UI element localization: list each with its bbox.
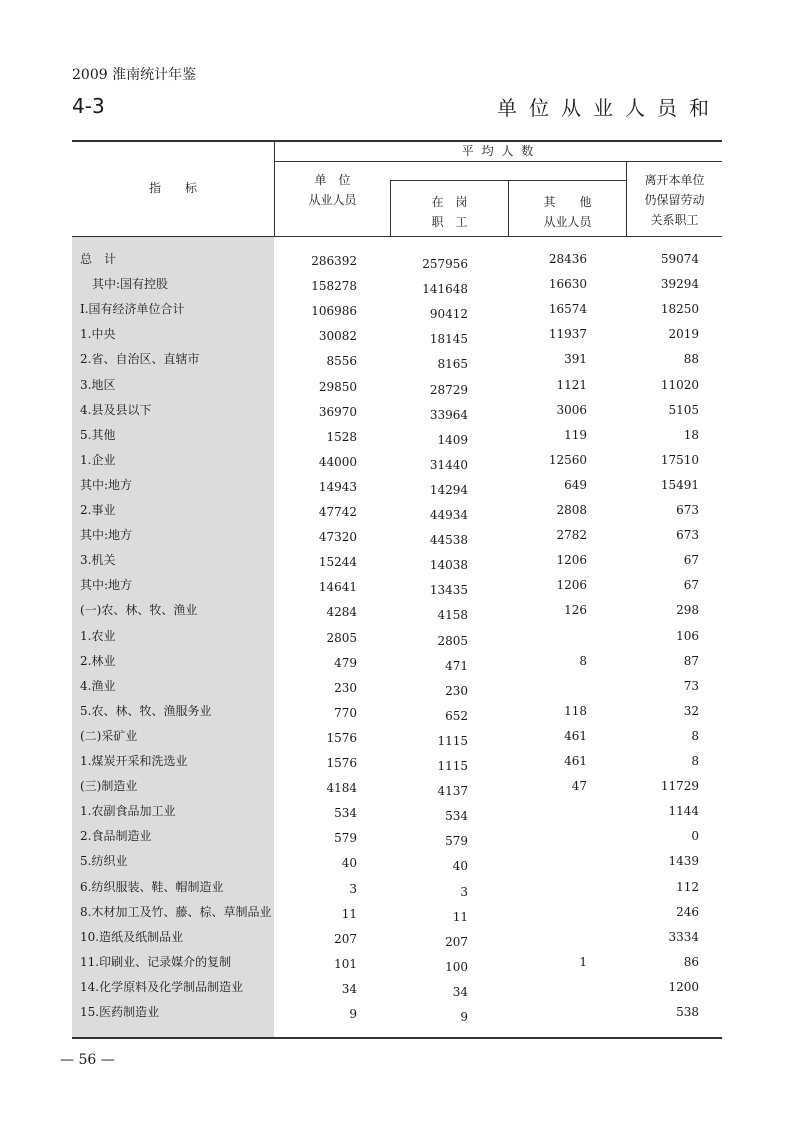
cell-retained-relation-staff: 1439 [668,854,699,869]
row-label: (三)制造业 [80,779,138,794]
cell-retained-relation-staff: 246 [676,904,699,919]
table-row [72,702,722,727]
row-label: 1.农业 [80,628,116,643]
cell-retained-relation-staff: 2019 [668,327,699,342]
cell-unit-employees: 29850 [318,379,357,394]
table-row [72,401,722,426]
row-label: (一)农、林、牧、渔业 [80,603,198,618]
table-row [72,476,722,501]
cell-unit-employees: 11 [341,906,357,921]
table-row [72,752,722,777]
row-label: 1.中央 [80,327,116,342]
cell-unit-employees: 4184 [326,781,357,796]
cell-unit-employees: 3 [349,881,357,896]
cell-retained-relation-staff: 59074 [660,252,699,266]
row-label: 2.事业 [80,503,116,517]
cell-retained-relation-staff: 673 [676,528,699,543]
row-label: 其中:地方 [80,528,133,543]
cell-retained-relation-staff: 39294 [660,277,699,292]
row-label: 其中:地方 [80,477,133,492]
cell-retained-relation-staff: 32 [683,703,699,718]
cell-on-post-staff: 230 [445,683,468,698]
cell-on-post-staff: 534 [445,809,468,824]
row-label: 14.化学原料及化学制品制造业 [80,979,244,994]
header-col2-line2: 职 工 [431,215,468,229]
cell-on-post-staff: 11 [452,909,468,924]
table-row [72,551,722,576]
yearbook-label: 2009 淮南统计年鉴 [72,67,197,83]
cell-unit-employees: 15244 [318,555,357,570]
table-row [72,526,722,551]
cell-on-post-staff: 257956 [422,257,468,271]
header-bottom-rule [72,236,722,237]
cell-retained-relation-staff: 11729 [660,779,699,794]
cell-other-employees: 8 [579,653,587,668]
statistics-table [72,140,722,1038]
cell-other-employees: 119 [564,427,587,442]
row-label: 11.印刷业、记录媒介的复制 [80,954,232,969]
cell-other-employees: 461 [564,754,587,768]
cell-unit-employees: 34 [341,981,357,996]
cell-unit-employees: 106986 [311,304,357,319]
cell-on-post-staff: 3 [460,884,468,899]
table-row [72,576,722,601]
cell-retained-relation-staff: 5105 [668,402,699,417]
avg-group-rule [275,161,722,162]
row-label: 2.省、自治区、直辖市 [80,352,200,367]
table-row [72,677,722,702]
cell-other-employees: 1206 [556,553,587,568]
cell-on-post-staff: 34 [452,984,468,999]
table-row [72,325,722,350]
cell-retained-relation-staff: 112 [676,879,699,894]
cell-on-post-staff: 90412 [429,307,468,322]
row-label: 15.医药制造业 [80,1005,160,1019]
cell-unit-employees: 8556 [326,354,357,369]
cell-retained-relation-staff: 1200 [668,979,699,994]
cell-retained-relation-staff: 11020 [660,377,699,392]
cell-unit-employees: 44000 [318,454,357,469]
row-label: 3.机关 [80,553,116,568]
header-col2 [391,192,508,232]
table-row [72,451,722,476]
table-row [72,376,722,401]
cell-retained-relation-staff: 8 [691,754,699,768]
table-row [72,300,722,325]
header-col1 [275,170,390,210]
cell-other-employees: 1206 [556,578,587,593]
cell-on-post-staff: 1115 [437,733,468,748]
cell-other-employees: 16630 [548,277,587,292]
table-row [72,878,722,903]
row-label: 5.农、林、牧、渔服务业 [80,703,212,718]
cell-unit-employees: 207 [334,931,357,946]
header-col3-line2: 从业人员 [543,215,592,229]
cell-retained-relation-staff: 106 [676,628,699,643]
cell-on-post-staff: 28729 [429,382,468,397]
cell-unit-employees: 36970 [318,404,357,419]
cell-retained-relation-staff: 86 [683,954,699,969]
cell-on-post-staff: 141648 [422,282,468,297]
cell-unit-employees: 14641 [318,580,357,595]
table-row [72,627,722,652]
cell-on-post-staff: 207 [445,934,468,949]
cell-other-employees: 2808 [556,503,587,517]
row-label: 总 计 [80,252,117,266]
cell-on-post-staff: 1115 [437,759,468,773]
cell-on-post-staff: 44538 [429,533,468,548]
cell-unit-employees: 1576 [326,730,357,745]
table-row [72,727,722,752]
cell-on-post-staff: 33964 [429,407,468,422]
cell-other-employees: 3006 [556,402,587,417]
row-label: 1.煤炭开采和洗选业 [80,754,188,768]
table-row [72,652,722,677]
cell-retained-relation-staff: 673 [676,503,699,517]
header-col1-line2: 从业人员 [308,193,357,207]
row-label: 1.企业 [80,452,116,467]
cell-other-employees: 391 [564,352,587,367]
cell-unit-employees: 4284 [326,605,357,620]
cell-retained-relation-staff: 1144 [668,804,699,819]
row-label: 4.渔业 [80,678,116,693]
row-label: 其中:国有控股 [80,277,169,292]
cell-on-post-staff: 13435 [429,583,468,598]
cell-unit-employees: 479 [334,655,357,670]
cell-unit-employees: 770 [334,705,357,720]
row-label: 5.纺织业 [80,854,128,869]
header-col3 [509,192,626,232]
cell-unit-employees: 40 [341,856,357,871]
cell-retained-relation-staff: 87 [683,653,699,668]
table-row [72,1003,722,1028]
cell-on-post-staff: 2805 [437,633,468,648]
table-row [72,802,722,827]
table-row [72,275,722,300]
cell-retained-relation-staff: 15491 [660,477,699,492]
cell-other-employees: 28436 [548,252,587,266]
cell-other-employees: 649 [564,477,587,492]
cell-other-employees: 47 [571,779,587,794]
cell-unit-employees: 47742 [318,505,357,519]
cell-retained-relation-staff: 8 [691,728,699,743]
cell-other-employees: 126 [564,603,587,618]
row-label: 10.造纸及纸制品业 [80,929,184,944]
cell-unit-employees: 9 [349,1007,357,1021]
cell-unit-employees: 2805 [326,630,357,645]
cell-other-employees: 12560 [548,452,587,467]
cell-on-post-staff: 40 [452,859,468,874]
table-row [72,501,722,526]
cell-retained-relation-staff: 88 [683,352,699,367]
cell-other-employees: 2782 [556,528,587,543]
cell-other-employees: 16574 [548,302,587,317]
table-row [72,953,722,978]
row-label: 5.其他 [80,427,116,442]
table-row [72,903,722,928]
cell-other-employees: 1121 [556,377,587,392]
cell-on-post-staff: 44934 [429,508,468,522]
row-label: 4.县及县以下 [80,402,152,417]
cell-unit-employees: 30082 [318,329,357,344]
cell-on-post-staff: 14038 [429,558,468,573]
table-row [72,350,722,375]
cell-on-post-staff: 31440 [429,457,468,472]
table-row [72,852,722,877]
header-col3-line1: 其 他 [543,195,592,209]
table-bottom-rule [72,1037,722,1039]
cell-on-post-staff: 4137 [437,784,468,799]
cell-unit-employees: 1528 [326,429,357,444]
cell-retained-relation-staff: 3334 [668,929,699,944]
cell-retained-relation-staff: 73 [683,678,699,693]
table-number: 4-3 [72,94,105,118]
row-label: 2.食品制造业 [80,829,152,844]
cell-retained-relation-staff: 0 [691,829,699,844]
page-number: — 56 — [60,1052,115,1068]
table-row [72,250,722,275]
cell-on-post-staff: 4158 [437,608,468,623]
cell-retained-relation-staff: 67 [683,553,699,568]
cell-on-post-staff: 652 [445,708,468,723]
header-col4-line3: 关系职工 [650,213,699,227]
cell-on-post-staff: 9 [460,1010,468,1024]
page-title: 单位从业人员和 [497,96,721,120]
row-label: 8.木材加工及竹、藤、棕、草制品业 [80,904,272,919]
cell-on-post-staff: 471 [445,658,468,673]
table-row [72,601,722,626]
cell-retained-relation-staff: 18 [683,427,699,442]
cell-unit-employees: 230 [334,680,357,695]
cell-retained-relation-staff: 538 [676,1005,699,1019]
row-label: 2.林业 [80,653,116,668]
table-row [72,928,722,953]
cell-on-post-staff: 100 [445,959,468,974]
row-label: (二)采矿业 [80,728,138,743]
row-label: 6.纺织服装、鞋、帽制造业 [80,879,224,894]
cell-retained-relation-staff: 18250 [660,302,699,317]
cell-other-employees: 1 [579,954,587,969]
cell-unit-employees: 14943 [318,479,357,494]
cell-unit-employees: 534 [334,806,357,821]
row-label: I.国有经济单位合计 [80,302,185,317]
cell-other-employees: 118 [564,703,587,718]
header-indicator: 指 标 [148,181,197,195]
cell-other-employees: 461 [564,728,587,743]
row-label: 1.农副食品加工业 [80,804,176,819]
table-row [72,827,722,852]
cell-unit-employees: 1576 [326,756,357,770]
cell-other-employees: 11937 [548,327,587,342]
row-label: 其中:地方 [80,578,133,593]
header-col2-line1: 在 岗 [431,195,468,209]
cell-on-post-staff: 18145 [429,332,468,347]
cell-unit-employees: 579 [334,831,357,846]
table-row [72,978,722,1003]
cell-on-post-staff: 14294 [429,482,468,497]
cell-retained-relation-staff: 298 [676,603,699,618]
header-col4-line2: 仍保留劳动 [644,193,705,207]
cell-retained-relation-staff: 67 [683,578,699,593]
cell-unit-employees: 158278 [311,279,357,294]
cell-on-post-staff: 8165 [437,357,468,372]
row-label: 3.地区 [80,377,116,392]
cell-unit-employees: 286392 [311,254,357,268]
cell-unit-employees: 47320 [318,530,357,545]
cell-unit-employees: 101 [334,956,357,971]
header-col4-line1: 离开本单位 [644,173,705,187]
cell-on-post-staff: 579 [445,834,468,849]
table-row [72,426,722,451]
header-col1-line1: 单 位 [314,173,351,187]
cell-retained-relation-staff: 17510 [660,452,699,467]
cell-on-post-staff: 1409 [437,432,468,447]
header-average-count: 平 均 人 数 [461,144,536,158]
table-row [72,777,722,802]
header-col4 [627,170,722,230]
